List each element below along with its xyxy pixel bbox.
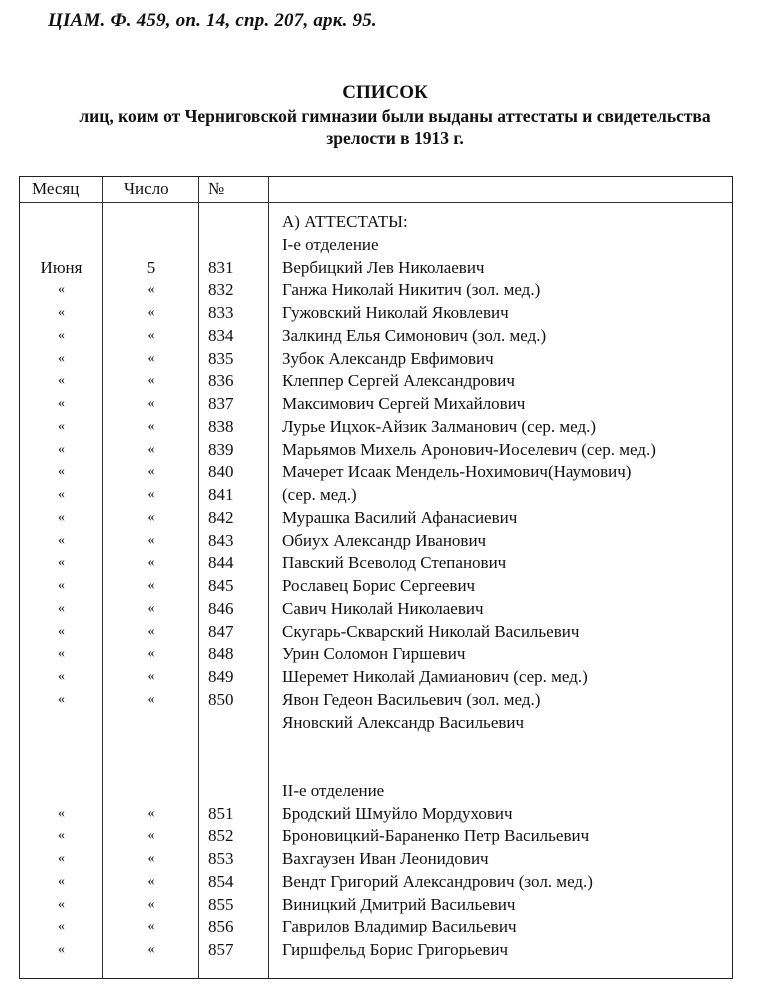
table-row <box>20 757 732 780</box>
month-cell: Июня <box>40 257 83 277</box>
day-cell: « <box>147 691 155 707</box>
day-cell: « <box>147 509 155 525</box>
document-title: СПИСОК <box>342 82 428 103</box>
day-cell: « <box>147 282 155 298</box>
table-row <box>20 871 732 894</box>
table-row <box>20 598 732 621</box>
number-cell: 840 <box>208 462 234 482</box>
month-cell: « <box>58 623 65 639</box>
table-row <box>20 348 732 371</box>
day-cell: 5 <box>146 257 156 277</box>
table-row <box>20 689 732 712</box>
month-cell: « <box>58 464 65 480</box>
day-cell: « <box>147 305 155 320</box>
name-cell: Вахгаузен Иван Леонидович <box>282 849 489 868</box>
name-cell: Клеппер Сергей Александрович <box>282 371 515 391</box>
table-row <box>20 507 732 530</box>
table-row <box>20 916 732 939</box>
name-cell: Гаврилов Владимир Васильевич <box>282 917 517 937</box>
day-cell: « <box>147 600 155 616</box>
day-cell: « <box>147 464 155 480</box>
graduates-table <box>19 176 733 979</box>
day-cell: « <box>147 851 155 866</box>
table-row <box>20 370 732 393</box>
month-cell: « <box>58 350 65 366</box>
table-row <box>20 439 732 462</box>
month-cell: « <box>58 919 65 935</box>
name-cell: Скугарь-Скварский Николай Васильевич <box>282 621 580 641</box>
day-cell: « <box>147 441 155 457</box>
table-row <box>20 803 732 826</box>
header-number: № <box>208 179 225 198</box>
table-row <box>20 939 732 962</box>
month-cell: « <box>58 691 65 707</box>
name-cell: Гужовский Николай Яковлевич <box>282 303 509 322</box>
number-cell: 833 <box>208 303 234 322</box>
table-row <box>20 894 732 917</box>
day-cell: « <box>147 623 155 639</box>
day-cell: « <box>147 396 155 411</box>
month-cell: « <box>58 487 65 502</box>
table-row <box>20 712 732 735</box>
number-cell: 845 <box>208 576 234 595</box>
month-cell: « <box>58 305 65 320</box>
month-cell: « <box>58 942 65 957</box>
header-divider <box>20 202 732 203</box>
table-row <box>20 621 732 644</box>
day-cell: « <box>147 487 155 502</box>
number-cell: 850 <box>208 689 234 709</box>
month-cell: « <box>58 327 65 343</box>
number-cell: 834 <box>208 325 234 345</box>
table-row <box>20 734 732 757</box>
day-cell: « <box>147 805 155 821</box>
number-cell: 832 <box>208 280 234 300</box>
number-cell: 843 <box>208 530 234 550</box>
document-subtitle-line2: зрелости в 1913 г. <box>326 128 464 148</box>
number-cell: 851 <box>208 803 234 823</box>
month-cell: « <box>58 441 65 457</box>
month-cell: « <box>58 851 65 866</box>
number-cell: 839 <box>208 439 234 459</box>
table-row <box>20 666 732 689</box>
month-cell: « <box>58 578 65 593</box>
month-cell: « <box>58 896 65 912</box>
month-cell: « <box>58 555 65 571</box>
name-cell: Максимович Сергей Михайлович <box>282 394 526 413</box>
day-cell: « <box>147 555 155 571</box>
name-cell: А) АТТЕСТАТЫ: <box>282 212 408 231</box>
name-cell: (сер. мед.) <box>282 485 357 504</box>
month-cell: « <box>58 509 65 525</box>
day-cell: « <box>147 669 155 684</box>
month-cell: « <box>58 669 65 684</box>
month-cell: « <box>58 646 65 662</box>
day-cell: « <box>147 418 155 434</box>
month-cell: « <box>58 532 65 548</box>
month-cell: « <box>58 873 65 889</box>
day-cell: « <box>147 532 155 548</box>
name-cell: Гиршфельд Борис Григорьевич <box>282 940 509 959</box>
number-cell: 846 <box>208 598 234 618</box>
name-cell: Вендт Григорий Александрович (зол. мед.) <box>282 871 593 891</box>
month-cell: « <box>58 600 65 616</box>
name-cell: Марьямов Михель Аронович-Иоселевич (сер. мед.) <box>282 439 656 459</box>
table-row <box>20 393 732 416</box>
name-cell: Бродский Шмуйло Мордухович <box>282 803 513 823</box>
table-row <box>20 325 732 348</box>
month-cell: « <box>58 805 65 821</box>
day-cell: « <box>147 896 155 912</box>
table-row <box>20 279 732 302</box>
name-cell: I-е отделение <box>282 234 379 254</box>
table-row <box>20 461 732 484</box>
table-row <box>20 484 732 507</box>
name-cell: II-е отделение <box>282 780 385 800</box>
name-cell: Броновицкий-Бараненко Петр Васильевич <box>282 826 590 846</box>
number-cell: 849 <box>208 667 234 686</box>
name-cell: Рославец Борис Сергеевич <box>282 576 476 595</box>
table-row <box>20 302 732 325</box>
number-cell: 856 <box>208 917 234 937</box>
table-row <box>20 575 732 598</box>
table-row <box>20 234 732 257</box>
table-body <box>20 211 732 962</box>
month-cell: « <box>58 282 65 298</box>
name-cell: Савич Николай Николаевич <box>282 598 484 618</box>
document-subtitle-line1: лиц, коим от Черниговской гимназии были выданы аттестаты и свидетельства <box>79 106 711 126</box>
day-cell: « <box>147 919 155 935</box>
name-cell: Мачерет Исаак Мендель-Нохимович(Наумович) <box>282 462 632 482</box>
name-cell: Шеремет Николай Дамианович (сер. мед.) <box>282 667 588 686</box>
name-cell: Вербицкий Лев Николаевич <box>282 257 485 277</box>
number-cell: 853 <box>208 849 234 868</box>
day-cell: « <box>147 350 155 366</box>
number-cell: 841 <box>208 485 234 504</box>
number-cell: 836 <box>208 371 234 391</box>
number-cell: 847 <box>208 621 234 641</box>
table-row <box>20 416 732 439</box>
month-cell: « <box>58 373 65 389</box>
number-cell: 855 <box>208 894 234 914</box>
name-cell: Залкинд Елья Симонович (зол. мед.) <box>282 325 547 345</box>
name-cell: Яновский Александр Васильевич <box>282 712 525 732</box>
table-row <box>20 643 732 666</box>
number-cell: 838 <box>208 416 234 436</box>
name-cell: Павский Всеволод Степанович <box>282 553 507 573</box>
day-cell: « <box>147 327 155 343</box>
number-cell: 837 <box>208 394 234 413</box>
table-row <box>20 780 732 803</box>
name-cell: Виницкий Дмитрий Васильевич <box>282 894 516 914</box>
archive-reference: ЦІАМ. Ф. 459, оп. 14, спр. 207, арк. 95. <box>48 10 377 31</box>
name-cell: Ганжа Николай Никитич (зол. мед.) <box>282 280 541 300</box>
table-row <box>20 552 732 575</box>
header-month: Месяц <box>32 179 80 198</box>
table-row <box>20 848 732 871</box>
number-cell: 831 <box>208 257 234 277</box>
number-cell: 844 <box>208 553 234 573</box>
month-cell: « <box>58 396 65 411</box>
name-cell: Урин Соломон Гиршевич <box>282 644 466 664</box>
number-cell: 842 <box>208 507 234 527</box>
day-cell: « <box>147 373 155 389</box>
number-cell: 857 <box>208 940 234 959</box>
table-row <box>20 257 732 280</box>
name-cell: Обиух Александр Иванович <box>282 530 487 550</box>
month-cell: « <box>58 828 65 844</box>
name-cell: Явон Гедеон Васильевич (зол. мед.) <box>282 689 541 709</box>
month-cell: « <box>58 418 65 434</box>
table-row <box>20 530 732 553</box>
number-cell: 854 <box>208 871 234 891</box>
name-cell: Мурашка Василий Афанасиевич <box>282 507 518 527</box>
day-cell: « <box>147 646 155 662</box>
day-cell: « <box>147 578 155 593</box>
number-cell: 848 <box>208 644 234 664</box>
table-row <box>20 211 732 234</box>
number-cell: 835 <box>208 348 234 368</box>
day-cell: « <box>147 942 155 957</box>
header-day: Число <box>124 179 169 198</box>
day-cell: « <box>147 828 155 844</box>
table-row <box>20 825 732 848</box>
name-cell: Зубок Александр Евфимович <box>282 348 494 368</box>
number-cell: 852 <box>208 826 234 846</box>
name-cell: Лурье Ицхок-Айзик Залманович (сер. мед.) <box>282 416 597 436</box>
day-cell: « <box>147 873 155 889</box>
